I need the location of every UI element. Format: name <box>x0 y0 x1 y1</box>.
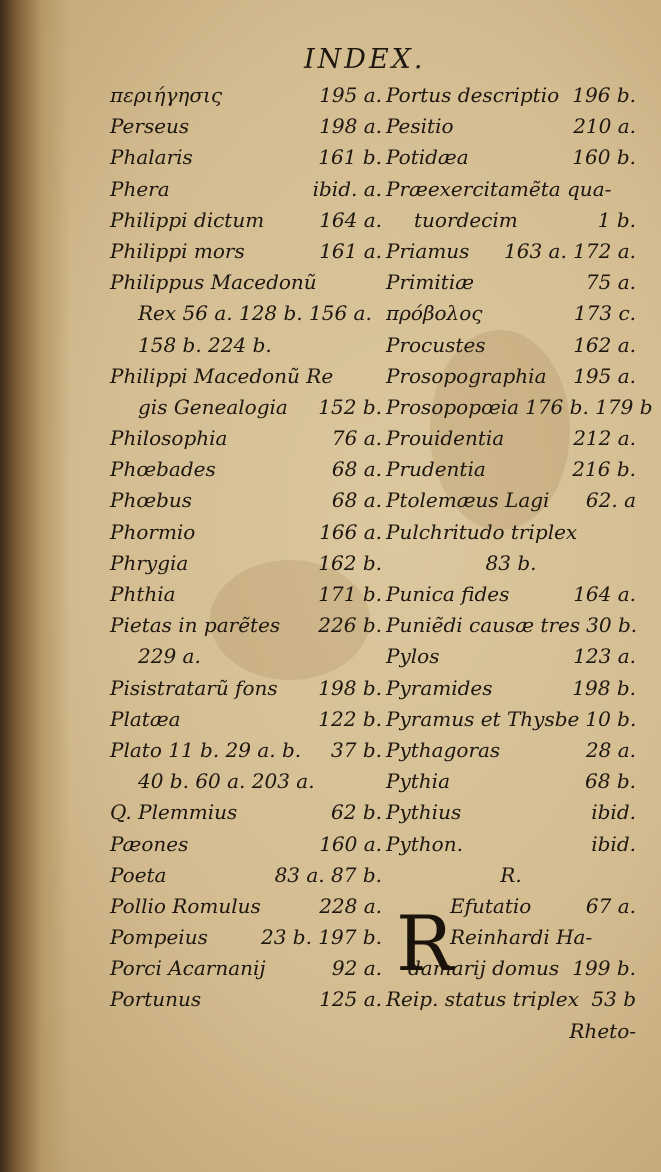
index-entry <box>386 548 636 579</box>
index-entry <box>110 610 382 641</box>
entry-page-ref: 160 a. <box>319 831 382 856</box>
entry-page-ref: 30 b. <box>586 613 638 638</box>
index-entry <box>110 829 382 860</box>
entry-term: Prouidentia <box>386 426 505 451</box>
index-entry <box>386 142 636 173</box>
entry-term: Phera <box>110 176 170 201</box>
entry-page-ref: 164 a. <box>573 582 636 606</box>
entry-page-ref: 62. a <box>585 488 636 513</box>
entry-term: Philippus Macedonũ <box>110 270 317 295</box>
index-entry <box>386 984 636 1015</box>
entry-term: Prosopopœia <box>386 394 520 419</box>
index-entry <box>110 330 382 361</box>
entry-term: Pæones <box>110 831 189 856</box>
entry-term: Pompeius <box>110 925 208 950</box>
index-entry <box>386 517 636 548</box>
entry-page-ref: 228 a. <box>319 893 382 918</box>
entry-page-ref: 195 a. <box>319 83 382 107</box>
entry-term: Pisistratarũ fons <box>110 675 278 700</box>
index-entry <box>110 984 382 1015</box>
entry-term: Puniẽdi causæ tres <box>386 613 581 638</box>
entry-term: Phœbus <box>110 488 193 513</box>
entry-page-ref: 68 a. <box>331 457 382 482</box>
index-entry <box>110 517 382 548</box>
index-entry <box>386 829 636 860</box>
entry-term: Efutatio <box>450 893 532 918</box>
index-entry <box>386 423 636 454</box>
entry-term: Punica fides <box>386 582 510 606</box>
entry-page-ref: 173 c. <box>573 301 636 326</box>
entry-page-ref: 195 a. <box>573 363 636 388</box>
entry-page-ref: 28 a. <box>585 737 636 762</box>
drop-cap-r: R <box>396 899 454 988</box>
index-entry <box>110 922 382 953</box>
index-entry <box>386 1016 636 1047</box>
entry-term: Pesitio <box>386 114 454 139</box>
entry-term: 158 b. 224 b. <box>138 332 272 357</box>
entry-term: Priamus <box>386 238 470 263</box>
entry-term: Q. Plemmius <box>110 800 238 825</box>
entry-term: Rex 56 a. 128 b. 156 a. <box>138 301 372 326</box>
entry-page-ref: 152 b. <box>318 394 382 419</box>
entry-page-ref: 196 b. <box>572 83 636 107</box>
index-entry <box>386 361 636 392</box>
entry-term: tuordecim <box>414 207 518 232</box>
entry-term: Primitiæ <box>386 270 475 295</box>
entry-page-ref: 92 a. <box>331 956 382 981</box>
index-entry <box>386 174 636 205</box>
entry-term: 83 b. <box>485 550 537 575</box>
entry-term: Reinhardi Ha- <box>450 925 593 950</box>
index-entry <box>110 735 382 766</box>
entry-page-ref: 161 b. <box>318 145 382 170</box>
index-entry <box>386 392 653 423</box>
index-entry <box>386 298 636 329</box>
index-entry <box>386 330 636 361</box>
entry-term: Portunus <box>110 987 202 1012</box>
index-entry <box>386 735 636 766</box>
entry-term: Reip. status triplex <box>386 987 579 1012</box>
entry-term: Philippi mors <box>110 238 245 263</box>
entry-term: Phormio <box>110 519 196 544</box>
entry-page-ref: 162 a. <box>573 332 636 357</box>
index-entry <box>386 641 636 672</box>
entry-term: Pulchritudo triplex <box>386 519 578 544</box>
entry-page-ref: 10 b. <box>585 706 637 731</box>
index-entry <box>110 80 382 111</box>
index-entry <box>110 766 382 797</box>
entry-term: Pylos <box>386 644 440 669</box>
index-entry <box>110 361 382 392</box>
index-entry <box>110 548 382 579</box>
index-entry <box>386 485 636 516</box>
index-entry <box>110 205 382 236</box>
entry-term: Pythia <box>386 769 450 794</box>
entry-page-ref: 125 a. <box>319 987 382 1012</box>
entry-term: Phrygia <box>110 550 189 575</box>
entry-term: Porci Acarnanij <box>110 956 266 981</box>
index-entry <box>110 860 382 891</box>
index-entry <box>110 704 382 735</box>
entry-page-ref: 160 b. <box>572 145 636 170</box>
entry-term: Præexercitamẽta qua- <box>386 176 612 201</box>
index-entry <box>110 236 382 267</box>
entry-term: Phthia <box>110 582 176 606</box>
entry-page-ref: ibid. a. <box>312 176 382 201</box>
entry-term: damarij domus <box>408 956 560 981</box>
index-entry <box>386 797 636 828</box>
entry-page-ref: ibid. <box>591 800 636 825</box>
entry-page-ref: 161 a. <box>319 238 382 263</box>
entry-page-ref: 162 b. <box>318 550 382 575</box>
entry-term: Prudentia <box>386 457 486 482</box>
index-entry <box>386 236 636 267</box>
entry-page-ref: 123 a. <box>573 644 636 669</box>
entry-page-ref: 76 a. <box>331 426 382 451</box>
entry-page-ref: 216 b. <box>572 457 636 482</box>
index-entry <box>386 610 636 641</box>
entry-term: Poeta <box>110 862 167 887</box>
entry-term: Philippi Macedonũ Re <box>110 363 334 388</box>
entry-term: Pythius <box>386 800 462 825</box>
entry-term: Potidæa <box>386 145 469 170</box>
entry-term: Perseus <box>110 114 190 139</box>
index-entry <box>386 205 636 236</box>
index-entry <box>386 80 636 111</box>
entry-term: Platæa <box>110 706 181 731</box>
entry-page-ref: 163 a. 172 a. <box>504 238 636 263</box>
index-entry <box>110 641 382 672</box>
entry-term: Pollio Romulus <box>110 893 261 918</box>
index-entry <box>110 174 382 205</box>
index-entry <box>110 454 382 485</box>
entry-term: πρόβολος <box>386 301 483 326</box>
index-header: INDEX. <box>304 44 426 75</box>
index-entry <box>386 111 636 142</box>
entry-term: 229 a. <box>138 644 201 669</box>
index-entry <box>110 111 382 142</box>
entry-page-ref: 164 a. <box>319 207 382 232</box>
entry-term: Prosopographia <box>386 363 547 388</box>
index-entry <box>386 860 636 891</box>
entry-page-ref: 37 b. <box>331 737 382 762</box>
index-entry <box>386 766 636 797</box>
entry-page-ref: 212 a. <box>573 426 636 451</box>
entry-term: Phœbades <box>110 457 216 482</box>
entry-term: Procustes <box>386 332 486 357</box>
entry-page-ref: 67 a. <box>585 893 636 918</box>
entry-page-ref: 166 a. <box>319 519 382 544</box>
entry-page-ref: 199 b. <box>572 956 636 981</box>
entry-term: Pyramides <box>386 675 493 700</box>
entry-page-ref: 62 b. <box>331 800 382 825</box>
entry-term: 40 b. 60 a. 203 a. <box>138 769 315 794</box>
index-entry <box>110 579 382 610</box>
index-entry <box>110 142 382 173</box>
entry-page-ref: 23 b. 197 b. <box>260 925 382 950</box>
index-entry <box>110 298 382 329</box>
entry-page-ref: 53 b <box>591 987 636 1012</box>
entry-term: Rheto- <box>569 1018 636 1043</box>
index-entry <box>110 953 382 984</box>
entry-page-ref: 171 b. <box>318 582 382 606</box>
entry-term: Philippi dictum <box>110 207 265 232</box>
index-entry <box>110 392 382 423</box>
entry-page-ref: 68 b. <box>585 769 636 794</box>
index-entry <box>110 891 382 922</box>
entry-term: περιήγησις <box>110 83 223 107</box>
entry-term: gis Genealogia <box>138 394 288 419</box>
entry-term: Portus descriptio <box>386 83 560 107</box>
entry-term: Pyramus et Thysbe <box>386 706 580 731</box>
entry-term: Plato 11 b. 29 a. b. <box>110 737 302 762</box>
entry-term: Python. <box>386 831 463 856</box>
entry-page-ref: 122 b. <box>318 706 382 731</box>
index-entry <box>386 579 636 610</box>
index-entry <box>386 454 636 485</box>
binding-gutter <box>0 0 70 1172</box>
entry-page-ref: 198 b. <box>318 675 382 700</box>
index-entry <box>110 485 382 516</box>
entry-page-ref: 68 a. <box>331 488 382 513</box>
index-entry <box>110 797 382 828</box>
entry-page-ref: 75 a. <box>585 270 636 295</box>
entry-page-ref: 198 b. <box>572 675 636 700</box>
entry-page-ref: 83 a. 87 b. <box>274 862 382 887</box>
left-column <box>110 80 382 1016</box>
entry-term: Pietas in parẽtes <box>110 613 281 638</box>
entry-term: Philosophia <box>110 426 228 451</box>
entry-page-ref: 176 b. 179 b <box>525 394 653 419</box>
index-entry <box>386 704 636 735</box>
index-entry <box>110 267 382 298</box>
entry-term: Pythagoras <box>386 737 501 762</box>
index-entry <box>110 673 382 704</box>
entry-term: Ptolemæus Lagi <box>386 488 550 513</box>
entry-term: R. <box>500 862 522 887</box>
index-entry <box>386 673 636 704</box>
entry-page-ref: 198 a. <box>319 114 382 139</box>
entry-page-ref: 226 b. <box>318 613 382 638</box>
entry-page-ref: 1 b. <box>597 207 636 232</box>
index-entry <box>386 267 636 298</box>
index-entry <box>110 423 382 454</box>
entry-page-ref: 210 a. <box>573 114 636 139</box>
entry-page-ref: ibid. <box>591 831 636 856</box>
entry-term: Phalaris <box>110 145 193 170</box>
